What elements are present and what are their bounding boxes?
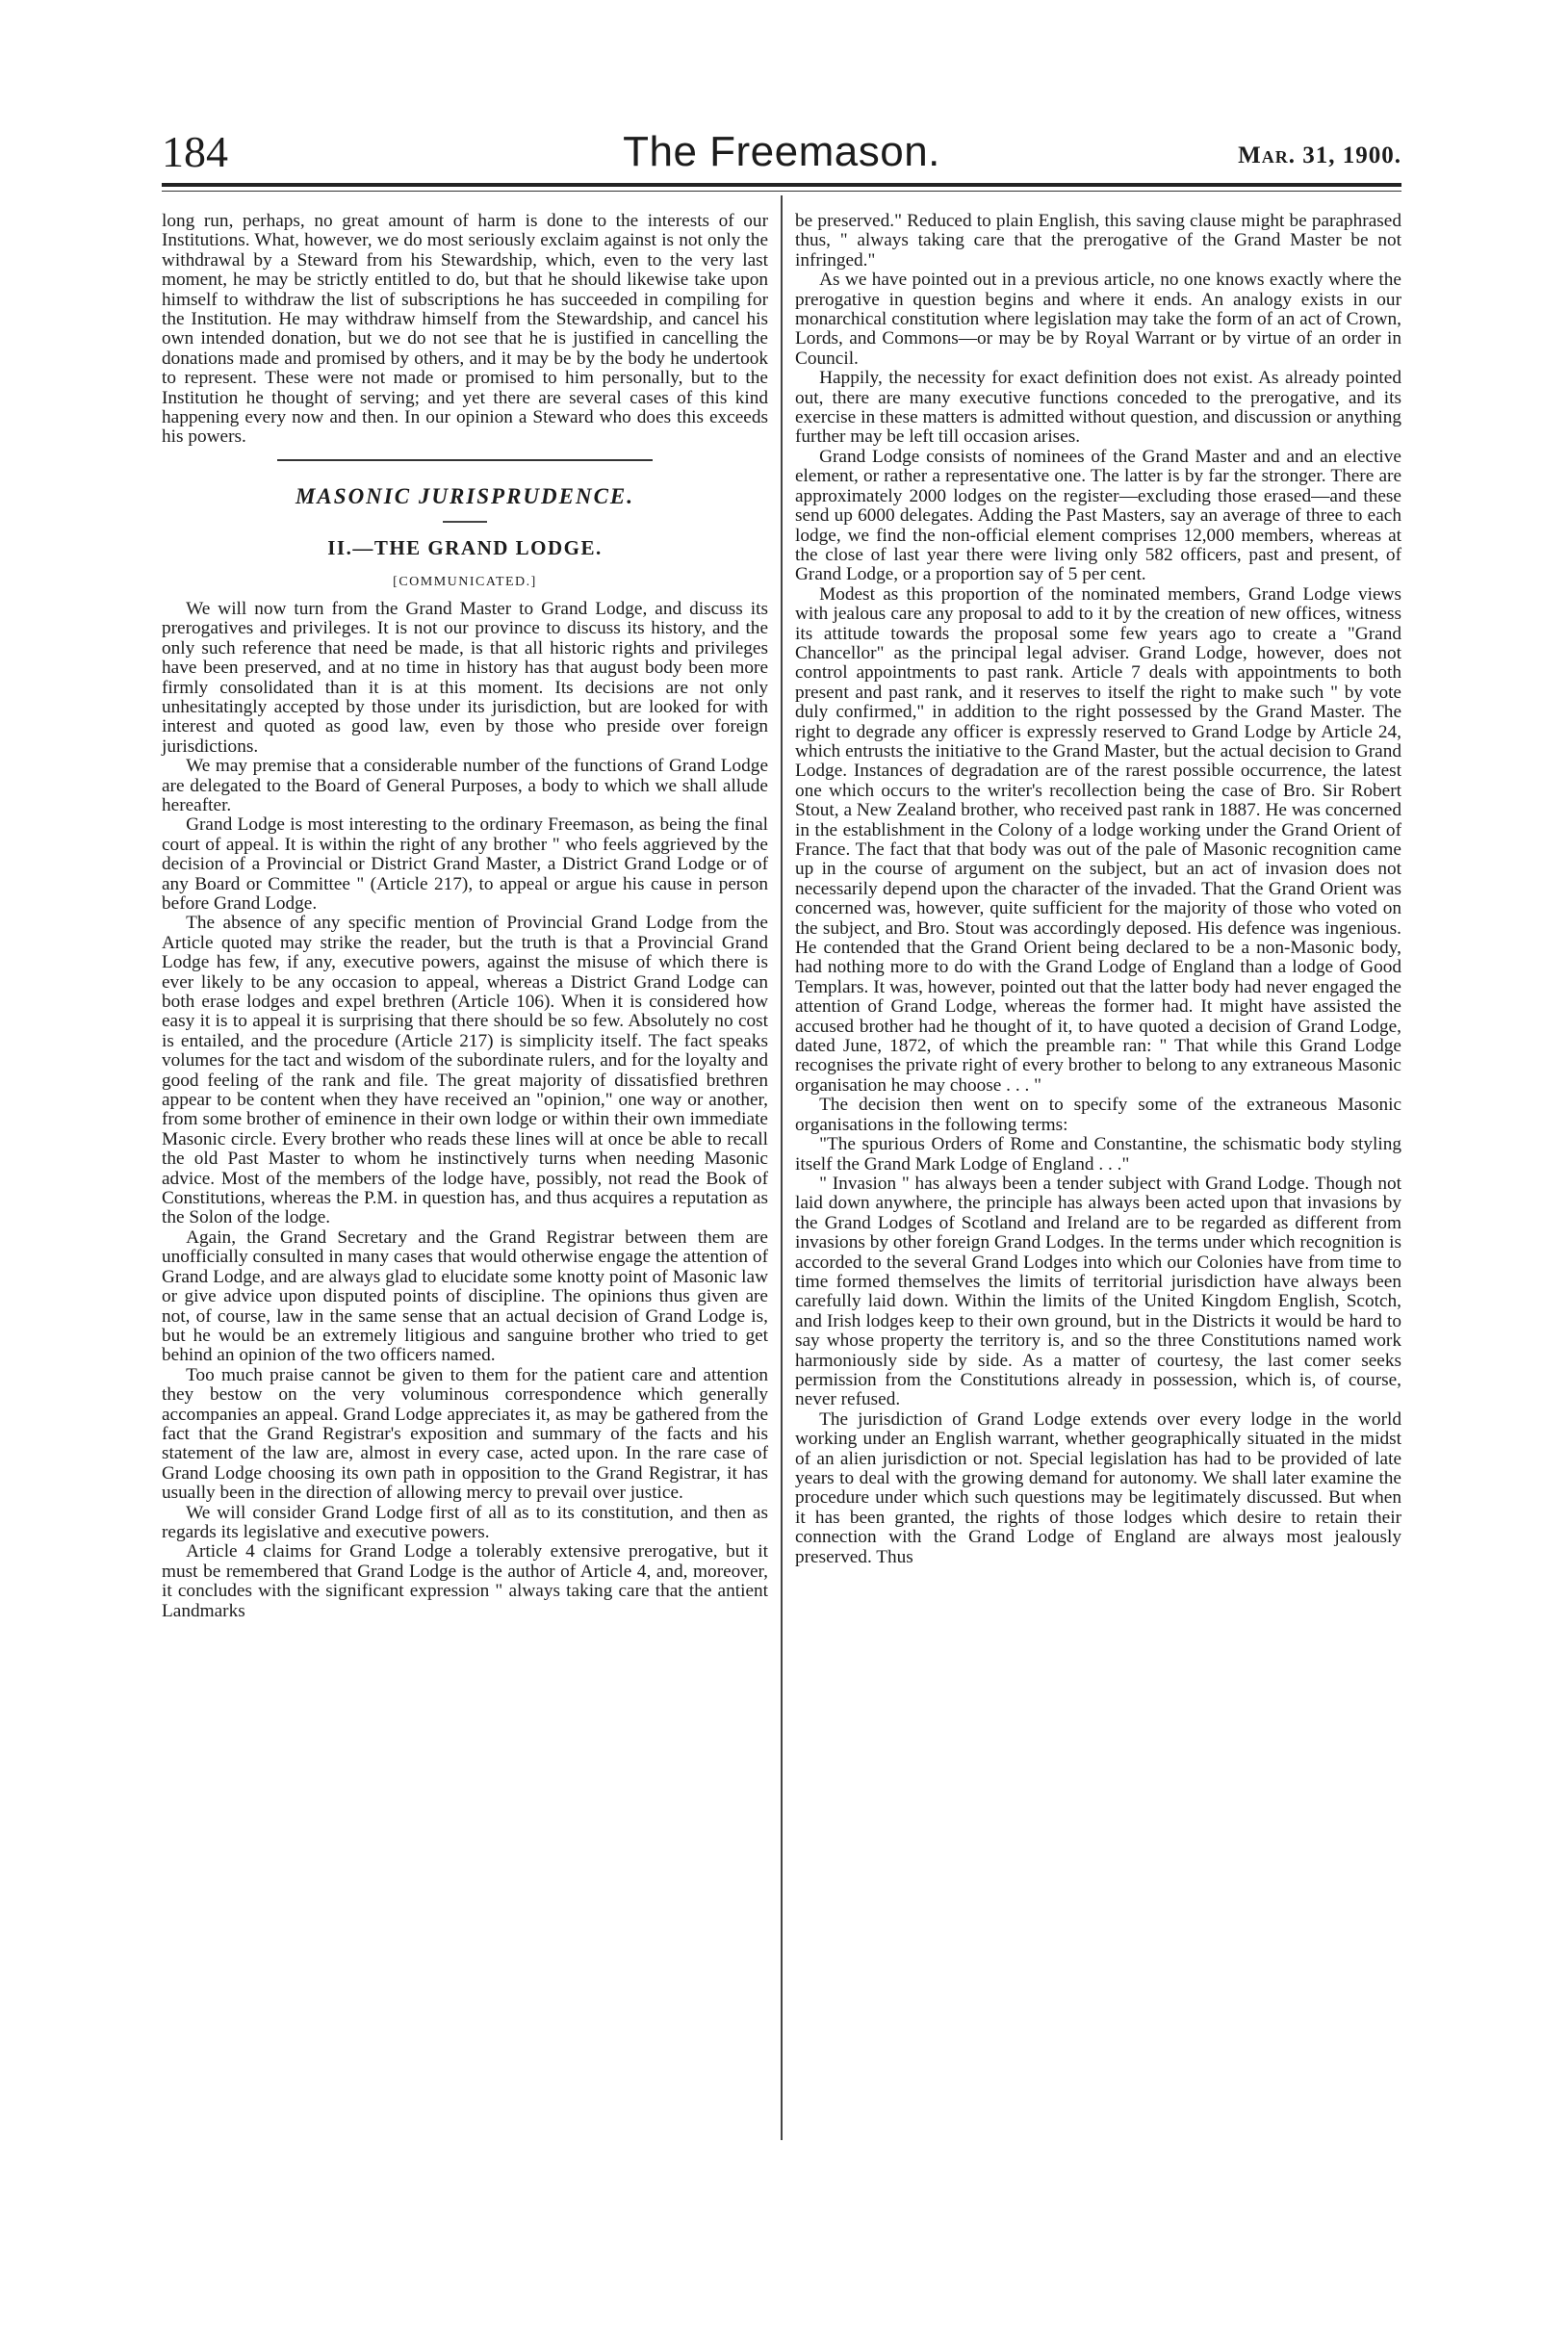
article-paragraph: We will now turn from the Grand Master to Grand Lodge, and discuss its prerogatives and privileges. It is not our province to discuss its history, and the only such reference that need be made, is that all historic rights and privileges have been preserved, and at no time in history has that august body been more firmly consolidated than it is at this moment. Its decisions are not only unhesitatingly accepted by those under its jurisdiction, but are looked for with interest and quoted as good law, even by those who preside over foreign jurisdictions.: [162, 598, 768, 757]
article-paragraph: Again, the Grand Secretary and the Grand Registrar between them are unofficially consulted in many cases that would otherwise engage the attention of Grand Lodge, and are always glad to elucidate some knotty point of Masonic law or give advice upon disputed points of discipline. The opinions thus given are not, of course, law in the same sense that an actual decision of Grand Lodge is, but he would be an extremely litigious and sanguine brother who tried to get behind an opinion of the two officers named.: [162, 1227, 768, 1366]
masthead: [162, 125, 1401, 183]
article-paragraph: The decision then went on to specify some of the extraneous Masonic organisations in the following terms:: [795, 1095, 1401, 1135]
masthead-rule-thin: [162, 191, 1401, 192]
masthead-rule-thick: [162, 183, 1401, 187]
column-divider: [781, 195, 783, 2140]
intro-paragraph: long run, perhaps, no great amount of harm is done to the interests of our Institutions. What, however, we do most seriously exclaim against is not only the withdrawal by a Steward from his Stewardship, which, even to the very last moment, he may be strictly entitled to do, but that he should likewise take upon himself to withdraw the list of subscriptions he has succeeded in compiling for the Institution. He may withdraw himself from the Stewardship, and cancel his own intended donation, but we do not see that he is justified in cancelling the donations made and promised by others, and it may be by the body he undertook to represent. These were not made or promised to him personally, but to the Institution he thought of serving; and yet there are several cases of this kind happening every now and then. In our opinion a Steward who does this exceeds his powers.: [162, 211, 768, 448]
block-quote: "The spurious Orders of Rome and Constantine, the schismatic body styling itself the Grand Mark Lodge of England . . .": [795, 1134, 1401, 1175]
article-title: MASONIC JURISPRUDENCE.: [295, 483, 635, 508]
article-paragraph: We may premise that a considerable number of the functions of Grand Lodge are delegated to the Board of General Purposes, a body to which we shall allude hereafter.: [162, 756, 768, 815]
left-column: [162, 212, 768, 1621]
article-subtitle: II.—THE GRAND LODGE.: [327, 535, 603, 559]
title-rule: [443, 521, 487, 523]
article-byline: [COMMUNICATED.]: [393, 574, 537, 589]
issue-date: Mar. 31, 1900.: [1238, 142, 1401, 168]
article-paragraph: Article 4 claims for Grand Lodge a tolerably extensive prerogative, but it must be remembered that Grand Lodge is the author of Article 4, and, moreover, it concludes with the significant expression " always taking care that the antient Landmarks: [162, 1541, 768, 1621]
article-paragraph: Too much praise cannot be given to them for the patient care and attention they bestow on the very voluminous correspondence which generally accompanies an appeal. Grand Lodge appreciates it, as may be gathered from the fact that the Grand Registrar's exposition and summary of the facts and his statement of the law are, almost in every case, acted upon. In the rare case of Grand Lodge choosing its own path in opposition to the Grand Registrar, it has usually been in the direction of allowing mercy to prevail over justice.: [162, 1364, 768, 1504]
article-paragraph: The absence of any specific mention of Provincial Grand Lodge from the Article quoted may strike the reader, but the truth is that a Provincial Grand Lodge has few, if any, executive powers, against the misuse of which there is ever likely to be any occasion to appeal, whereas a District Grand Lodge can both erase lodges and expel brethren (Article 106). When it is considered how easy it is to appeal it is surprising that there should be so few. Absolutely no cost is entailed, and the procedure (Article 217) is simplicity itself. The fact speaks volumes for the tact and wisdom of the subordinate rulers, and for the loyalty and good feeling of the rank and file. The great majority of dissatisfied brethren appear to be content when they have received an "opinion," one way or another, from some brother of eminence in their own lodge or within their own immediate Masonic circle. Every brother who reads these lines will at once be able to recall the old Past Master to whom he instinctively turns when needing Masonic advice. Most of the members of the lodge have, possibly, not read the Book of Constitutions, whereas the P.M. in question has, and thus acquires a reputation as the Solon of the lodge.: [162, 913, 768, 1228]
article-paragraph: We will consider Grand Lodge first of all as to its constitution, and then as regards its legislative and executive powers.: [162, 1502, 768, 1542]
article-paragraph: Happily, the necessity for exact definition does not exist. As already pointed out, there are many executive functions conceded to the prerogative, and its exercise in these matters is admitted without question, and discussion or anything further may be left till occasion arises.: [795, 368, 1401, 448]
article-separator-rule: [277, 459, 653, 461]
article-paragraph: " Invasion " has always been a tender subject with Grand Lodge. Though not laid down anywhere, the principle has always been acted upon that invasions by the Grand Lodges of Scotland and Ireland are to be regarded as different from invasions by other foreign Grand Lodges. In the terms under which recognition is accorded to the several Grand Lodges into which our Colonies have from time to time formed themselves the limits of territorial jurisdiction have always been carefully laid down. Within the limits of the United Kingdom English, Scotch, and Irish lodges keep to their own ground, but in the Districts it would be hard to say whose property the territory is, and so the three Constitutions named work harmoniously side by side. As a matter of courtesy, the last comer seeks permission from the Constitutions already in possession, which is, of course, never refused.: [795, 1173, 1401, 1410]
article-paragraph: be preserved." Reduced to plain English, this saving clause might be paraphrased thus, " always taking care that the prerogative of the Grand Master be not infringed.": [795, 211, 1401, 271]
page-number: 184: [162, 127, 228, 176]
article-paragraph: The jurisdiction of Grand Lodge extends over every lodge in the world working under an English warrant, whether geographically situated in the midst of an alien jurisdiction or not. Special legislation has had to be provided of late years to deal with the growing demand for autonomy. We shall later examine the procedure under which such questions may be legitimately discussed. But when it has been granted, the rights of those lodges which desire to retain their connection with the Grand Lodge of England are always most jealously preserved. Thus: [795, 1408, 1401, 1567]
article-paragraph: Grand Lodge consists of nominees of the Grand Master and and an elective element, or rather a representative one. The latter is by far the stronger. There are approximately 2000 lodges on the register—excluding those erased—and these send up 6000 delegates. Adding the Past Masters, say an average of three to each lodge, we find the non-official element comprises 12,000 members, whereas at the close of last year there were living only 582 officers, past and present, of Grand Lodge, or a proportion say of 5 per cent.: [795, 446, 1401, 585]
article-paragraph: As we have pointed out in a previous article, no one knows exactly where the prerogative in question begins and where it ends. An analogy exists in our monarchical constitution where legislation may take the form of an act of Crown, Lords, and Commons—or may be by Royal Warrant or by virtue of an order in Council.: [795, 270, 1401, 369]
article-paragraph: Modest as this proportion of the nominated members, Grand Lodge views with jealous care any proposal to add to it by the creation of new offices, witness its attitude towards the proposal some few years ago to create a "Grand Chancellor" as the principal legal adviser. Grand Lodge, however, does not control appointments to past rank. Article 7 deals with appointments to both present and past rank, and it reserves to itself the right to make such " by vote duly confirmed," in addition to the right possessed by the Grand Master. The right to degrade any officer is expressly reserved to Grand Lodge by Article 24, which entrusts the initiative to the Grand Master, but the actual decision to Grand Lodge. Instances of degradation are of the rarest possible occurrence, the latest one which occurs to the writer's recollection being the case of Bro. Sir Robert Stout, a New Zealand brother, who received past rank in 1887. He was concerned in the establishment in the Colony of a lodge working under the Grand Orient of France. The fact that that body was out of the pale of Masonic recognition came up in the course of argument on the subject, but an act of invasion does not necessarily depend upon the character of the invaded. That the Grand Orient was concerned was, however, quite sufficient for the majority of those who voted on the subject, and Bro. Stout was accordingly deposed. His defence was ingenious. He contended that the Grand Orient being declared to be a non-Masonic body, had nothing more to do with the Grand Lodge of England than a lodge of Good Templars. It was, however, pointed out that the latter body had never engaged the attention of Grand Lodge, whereas the former had. It might have assisted the accused brother had he thought of it, to have quoted a decision of Grand Lodge, dated June, 1872, of which the preamble ran: " That while this Grand Lodge recognises the private right of every brother to belong to any extraneous Masonic organisation he may choose . . . ": [795, 583, 1401, 1096]
article-paragraph: Grand Lodge is most interesting to the ordinary Freemason, as being the final court of appeal. It is within the right of any brother " who feels aggrieved by the decision of a Provincial or District Grand Master, a District Grand Lodge or of any Board or Committee " (Article 217), to appeal or argue his cause in person before Grand Lodge.: [162, 814, 768, 914]
journal-title: The Freemason.: [623, 128, 940, 175]
right-column: [795, 212, 1401, 1567]
